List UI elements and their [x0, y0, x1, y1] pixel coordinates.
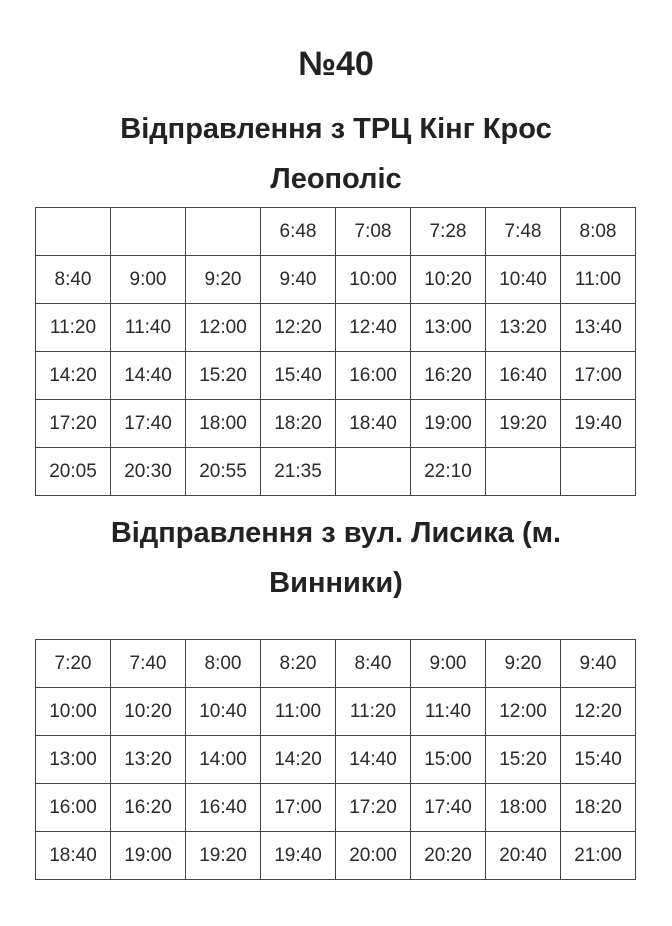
departure-time-cell: 20:30 [111, 448, 186, 496]
departure-time-cell: 7:08 [336, 208, 411, 256]
departure-time-cell: 10:20 [111, 688, 186, 736]
departure-time-cell: 18:20 [261, 400, 336, 448]
departure-time-cell: 10:40 [486, 256, 561, 304]
departure-time-cell: 9:20 [486, 640, 561, 688]
departure-time-cell: 14:20 [36, 352, 111, 400]
departure-time-cell: 9:40 [261, 256, 336, 304]
departure-time-cell: 11:40 [111, 304, 186, 352]
departure-time-cell: 9:00 [411, 640, 486, 688]
section-2-heading [0, 508, 672, 608]
departure-time-cell: 20:20 [411, 832, 486, 880]
section-1-heading-line-1: Відправлення з ТРЦ Кінг Крос [120, 113, 552, 145]
departure-time-cell: 7:28 [411, 208, 486, 256]
departure-time-cell [186, 208, 261, 256]
departure-time-cell: 19:00 [111, 832, 186, 880]
departure-time-cell: 16:00 [36, 784, 111, 832]
departure-time-cell: 16:40 [486, 352, 561, 400]
departure-time-cell: 19:20 [486, 400, 561, 448]
departure-time-cell: 19:40 [261, 832, 336, 880]
departure-time-cell: 12:20 [261, 304, 336, 352]
table-row [36, 688, 636, 736]
departure-time-cell: 9:40 [561, 640, 636, 688]
departure-time-cell: 18:00 [486, 784, 561, 832]
section-2-heading-line-1: Відправлення з вул. Лисика (м. [110, 517, 562, 549]
departure-time-cell: 18:40 [36, 832, 111, 880]
departure-time-cell: 6:48 [261, 208, 336, 256]
departure-time-cell: 16:40 [186, 784, 261, 832]
table-row [36, 784, 636, 832]
departure-time-cell: 11:20 [336, 688, 411, 736]
departure-time-cell: 15:20 [486, 736, 561, 784]
departure-time-cell: 18:20 [561, 784, 636, 832]
departure-time-cell [36, 208, 111, 256]
departure-time-cell: 14:40 [336, 736, 411, 784]
section-1-heading [0, 104, 672, 204]
departure-time-cell: 10:20 [411, 256, 486, 304]
departure-time-cell: 13:20 [486, 304, 561, 352]
departure-time-cell: 15:00 [411, 736, 486, 784]
departure-time-cell: 15:40 [561, 736, 636, 784]
departure-time-cell: 13:00 [36, 736, 111, 784]
departure-time-cell: 12:20 [561, 688, 636, 736]
departure-time-cell: 19:00 [411, 400, 486, 448]
departure-time-cell: 13:00 [411, 304, 486, 352]
departure-time-cell: 20:55 [186, 448, 261, 496]
departure-time-cell: 8:20 [261, 640, 336, 688]
departure-time-cell: 11:00 [561, 256, 636, 304]
departure-time-cell: 11:20 [36, 304, 111, 352]
departure-time-cell: 9:00 [111, 256, 186, 304]
departure-time-cell: 13:40 [561, 304, 636, 352]
departure-time-cell: 17:20 [36, 400, 111, 448]
departure-time-cell: 19:40 [561, 400, 636, 448]
departure-time-cell: 8:00 [186, 640, 261, 688]
departure-time-cell: 17:40 [411, 784, 486, 832]
departure-time-cell: 14:00 [186, 736, 261, 784]
departure-time-cell: 11:40 [411, 688, 486, 736]
table-row [36, 304, 636, 352]
timetable-1 [35, 207, 636, 496]
timetable-2 [35, 639, 636, 880]
departure-time-cell: 20:05 [36, 448, 111, 496]
table-row [36, 208, 636, 256]
departure-time-cell: 8:08 [561, 208, 636, 256]
departure-time-cell: 17:20 [336, 784, 411, 832]
departure-time-cell: 15:40 [261, 352, 336, 400]
departure-time-cell: 17:40 [111, 400, 186, 448]
departure-time-cell: 7:40 [111, 640, 186, 688]
table-row [36, 448, 636, 496]
departure-time-cell: 19:20 [186, 832, 261, 880]
departure-time-cell [561, 448, 636, 496]
departure-time-cell [486, 448, 561, 496]
timetable-2-body [36, 640, 636, 880]
departure-time-cell: 9:20 [186, 256, 261, 304]
table-row [36, 256, 636, 304]
departure-time-cell: 12:40 [336, 304, 411, 352]
table-row [36, 832, 636, 880]
departure-time-cell: 16:20 [411, 352, 486, 400]
departure-time-cell: 18:00 [186, 400, 261, 448]
departure-time-cell: 18:40 [336, 400, 411, 448]
timetable-1-body [36, 208, 636, 496]
departure-time-cell [111, 208, 186, 256]
departure-time-cell: 15:20 [186, 352, 261, 400]
departure-time-cell: 8:40 [36, 256, 111, 304]
table-row [36, 736, 636, 784]
departure-time-cell: 20:40 [486, 832, 561, 880]
departure-time-cell: 14:40 [111, 352, 186, 400]
departure-time-cell: 16:20 [111, 784, 186, 832]
route-number: №40 [298, 45, 374, 83]
departure-time-cell: 16:00 [336, 352, 411, 400]
departure-time-cell: 21:35 [261, 448, 336, 496]
departure-time-cell: 17:00 [561, 352, 636, 400]
departure-time-cell: 13:20 [111, 736, 186, 784]
departure-time-cell: 7:20 [36, 640, 111, 688]
table-row [36, 640, 636, 688]
section-1-heading-line-2: Леополіс [270, 163, 402, 195]
table-row [36, 352, 636, 400]
departure-time-cell: 20:00 [336, 832, 411, 880]
departure-time-cell: 11:00 [261, 688, 336, 736]
departure-time-cell: 10:40 [186, 688, 261, 736]
departure-time-cell [336, 448, 411, 496]
departure-time-cell: 10:00 [36, 688, 111, 736]
departure-time-cell: 17:00 [261, 784, 336, 832]
departure-time-cell: 22:10 [411, 448, 486, 496]
departure-time-cell: 7:48 [486, 208, 561, 256]
departure-time-cell: 14:20 [261, 736, 336, 784]
departure-time-cell: 12:00 [186, 304, 261, 352]
table-row [36, 400, 636, 448]
departure-time-cell: 12:00 [486, 688, 561, 736]
departure-time-cell: 21:00 [561, 832, 636, 880]
departure-time-cell: 8:40 [336, 640, 411, 688]
departure-time-cell: 10:00 [336, 256, 411, 304]
section-2-heading-line-2: Винники) [269, 567, 403, 599]
